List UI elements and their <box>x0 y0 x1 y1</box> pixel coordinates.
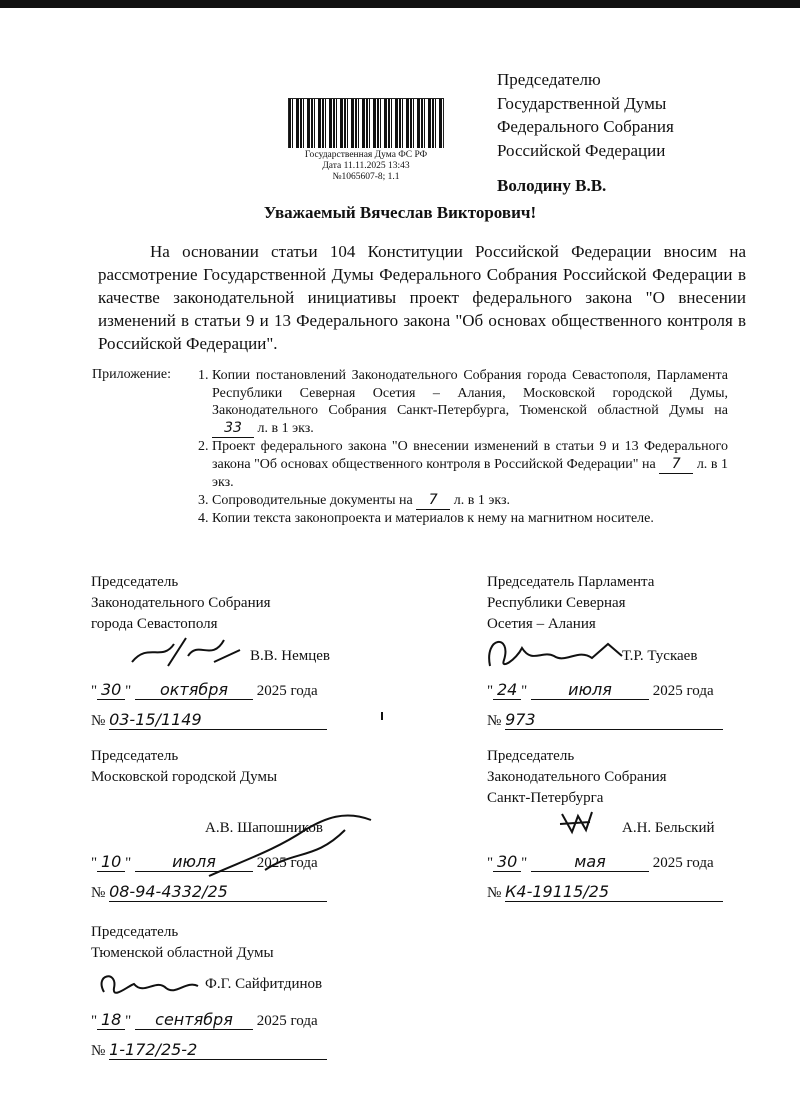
year-label: 2025 года <box>652 683 714 699</box>
attachment-number: 4. <box>198 511 209 526</box>
year-label: 2025 года <box>256 683 318 699</box>
handwritten-month: июля <box>531 680 649 700</box>
handwritten-outgoing-number: 973 <box>505 710 723 730</box>
scan-top-edge <box>0 0 800 8</box>
attachments-list <box>198 367 728 528</box>
signatory-north-ossetia <box>487 572 654 635</box>
outgoing-number-row <box>91 1040 327 1060</box>
handwritten-month: сентября <box>135 1010 253 1030</box>
signatory-title-line: Московской городской Думы <box>91 769 278 785</box>
signatory-title-line: Осетия – Алания <box>487 616 596 632</box>
attachment-tail: л. в 1 экз. <box>453 492 510 508</box>
signature-nemtsev <box>128 632 248 672</box>
number-label: № <box>91 885 106 901</box>
year-label: 2025 года <box>256 855 318 871</box>
signatory-title-line: Председатель <box>487 748 575 764</box>
signatory-title-line: Председатель <box>91 574 179 590</box>
scan-mark <box>381 712 383 720</box>
handwritten-page-count: 33 <box>212 420 254 439</box>
greeting: Уважаемый Вячеслав Викторович! <box>263 203 537 222</box>
handwritten-outgoing-number: 1-172/25-2 <box>109 1040 327 1060</box>
attachment-text: Копии постановлений Законодательного Собрания города Севастополя, Парламента Республики Северная Осетия – Алания, Московской городской Думы, Законодательного Собрания Санкт-Петербурга, Тюменской областной Думы на <box>212 368 728 418</box>
number-label: № <box>91 713 106 729</box>
number-label: № <box>487 885 502 901</box>
registration-stamp <box>282 98 450 183</box>
stamp-date: Дата 11.11.2025 13:43 <box>322 161 410 171</box>
attachment-number: 2. <box>198 439 209 454</box>
outgoing-number-row <box>91 710 327 730</box>
attachment-number: 1. <box>198 368 209 383</box>
signatory-name: Т.Р. Тускаев <box>622 648 698 664</box>
attachment-item <box>198 510 728 528</box>
outgoing-number-row <box>487 882 723 902</box>
signatory-title-line: Тюменской областной Думы <box>91 945 274 961</box>
signatory-name: А.Н. Бельский <box>622 820 715 836</box>
signatory-sevastopol <box>91 572 271 635</box>
handwritten-month: июля <box>135 852 253 872</box>
signatory-name: В.В. Немцев <box>250 648 331 664</box>
body-paragraph: На основании статьи 104 Конституции Российской Федерации вносим на рассмотрение Государственной Думы Федерального Собрания Российской Федерации в качестве законодательной инициативы проект федерального закона "О внесении изменений в статьи 9 и 13 Федерального закона "Об основах общественного контроля в Российской Федерации". <box>98 242 746 353</box>
handwritten-day: 18 <box>97 1010 125 1030</box>
signatory-saint-petersburg <box>487 746 667 809</box>
signature-date-row: " 10 " июля 2025 года <box>91 852 318 871</box>
addressee-line: Государственной Думы <box>497 93 667 113</box>
signatory-name: А.В. Шапошников <box>205 820 323 836</box>
attachment-item <box>198 492 728 511</box>
handwritten-day: 30 <box>493 852 521 872</box>
handwritten-day: 30 <box>97 680 125 700</box>
signatory-title-line: Санкт-Петербурга <box>487 790 604 806</box>
signatory-name: Ф.Г. Сайфитдинов <box>205 976 323 992</box>
signature-sayfitdinov <box>94 966 204 1006</box>
signatory-title-line: Председатель <box>91 924 179 940</box>
attachment-text: Копии текста законопроекта и материалов к нему на магнитном носителе. <box>212 511 654 526</box>
outgoing-number-row <box>91 882 327 902</box>
outgoing-number-row <box>487 710 723 730</box>
signatory-title-line: Республики Северная <box>487 595 626 611</box>
handwritten-outgoing-number: 08-94-4332/25 <box>109 882 327 902</box>
addressee-line: Российской Федерации <box>497 140 666 160</box>
attachment-number: 3. <box>198 492 209 508</box>
stamp-number: №1065607-8; 1.1 <box>332 172 400 182</box>
addressee-line: Федерального Собрания <box>497 117 674 136</box>
signatory-title-line: города Севастополя <box>91 616 218 632</box>
stamp-org: Государственная Дума ФС РФ <box>304 150 428 160</box>
signatory-title-line: Председатель Парламента <box>487 574 655 590</box>
handwritten-month: мая <box>531 852 649 872</box>
signature-date-row: " 30 " мая 2025 года <box>487 852 714 871</box>
handwritten-page-count: 7 <box>416 492 450 511</box>
barcode <box>288 98 444 148</box>
attachment-tail: л. в 1 экз. <box>257 420 314 436</box>
year-label: 2025 года <box>652 855 714 871</box>
signatory-title-line: Законодательного Собрания <box>487 769 667 785</box>
signature-date-row: " 18 " сентября 2025 года <box>91 1010 318 1029</box>
signatory-tyumen <box>91 922 274 964</box>
attachment-tail: л. в 1 экз. <box>212 456 728 490</box>
handwritten-day: 24 <box>493 680 521 700</box>
signatory-title-line: Председатель <box>91 748 179 764</box>
attachment-text: Проект федерального закона "О внесении изменений в статьи 9 и 13 Федерального закона "Об основах общественного контроля в Российской Федерации" на <box>212 439 728 472</box>
year-label: 2025 года <box>256 1013 318 1029</box>
number-label: № <box>487 713 502 729</box>
attachment-item <box>198 438 728 492</box>
attachment-text: Сопроводительные документы на <box>212 492 413 508</box>
handwritten-page-count: 7 <box>659 456 693 475</box>
addressee-block <box>497 68 674 198</box>
handwritten-day: 10 <box>97 852 125 872</box>
attachment-item <box>198 367 728 438</box>
addressee-line: Председателю <box>497 70 601 89</box>
signatory-moscow <box>91 746 277 788</box>
attachments-label: Приложение: <box>92 367 172 382</box>
handwritten-outgoing-number: 03-15/1149 <box>109 710 327 730</box>
signatory-title-line: Законодательного Собрания <box>91 595 271 611</box>
number-label: № <box>91 1043 106 1059</box>
signature-date-row: " 24 " июля 2025 года <box>487 680 714 699</box>
addressee-name: Володину В.В. <box>497 176 607 195</box>
signature-tuskaev <box>482 630 632 674</box>
handwritten-outgoing-number: К4-19115/25 <box>505 882 723 902</box>
signature-date-row: " 30 " октября 2025 года <box>91 680 318 699</box>
handwritten-month: октября <box>135 680 253 700</box>
signature-belsky <box>556 808 596 838</box>
